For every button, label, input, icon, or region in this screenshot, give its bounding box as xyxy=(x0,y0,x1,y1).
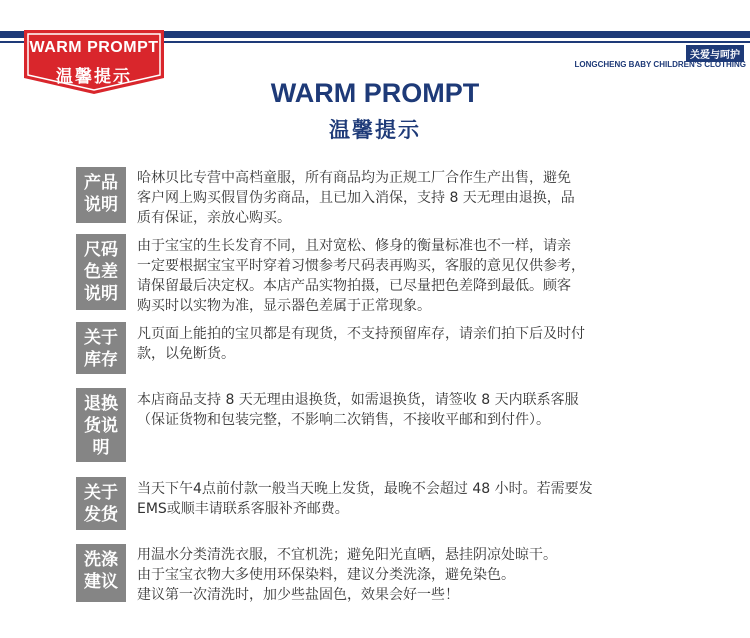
section-text-shipping: 当天下午4点前付款一般当天晚上发货，最晚不会超过 48 小时。若需要发 EMS或顺丰请联系客服补齐邮费。 xyxy=(137,481,593,517)
page-title-en: WARM PROMPT xyxy=(270,78,480,108)
section-text-return: 本店商品支持 8 天无理由退换货，如需退换货，请签收 8 天内联系客服 （保证货物和包装完整，不影响二次销售，不接收平邮和到付件）。 xyxy=(137,392,579,428)
section-text-size: 由于宝宝的生长发育不同，且对宽松、修身的衡量标准也不一样，请亲 一定要根据宝宝平时穿着习惯参考尺码表再购买，客服的意见仅供参考， 请保留最后决定权。本店产品实物拍摄，已尽量把色差降到最低。顾客 购买时以实物为准，显示器色差属于正常现象。 xyxy=(137,238,585,314)
section-label-product: 产品 说明 xyxy=(76,167,126,223)
badge-title-en: WARM PROMPT xyxy=(29,39,159,56)
section-text-washing: 用温水分类清洗衣服，不宜机洗；避免阳光直晒，悬挂阴凉处晾干。 由于宝宝衣物大多使用环保染料，建议分类洗涤，避免染色。 建议第一次清洗时，加少些盐固色，效果会好一些！ xyxy=(137,547,557,603)
brand-name: LONGCHENG BABY CHILDREN'S CLOTHING xyxy=(574,60,746,69)
section-text-stock: 凡页面上能拍的宝贝都是有现货，不支持预留库存，请亲们拍下后及时付 款，以免断货。 xyxy=(137,326,585,362)
section-label-washing: 洗涤 建议 xyxy=(76,544,126,602)
section-label-stock: 关于 库存 xyxy=(76,322,126,374)
section-text-product: 哈林贝比专营中高档童服，所有商品均为正规工厂合作生产出售，避免 客户网上购买假冒伪劣商品，且已加入消保，支持 8 天无理由退换，品 质有保证，亲放心购买。 xyxy=(137,170,575,226)
brand-slogan: 关爱与呵护 xyxy=(686,45,744,62)
section-label-return: 退换 货说 明 xyxy=(76,388,126,462)
section-label-size: 尺码 色差 说明 xyxy=(76,234,126,310)
section-label-shipping: 关于 发货 xyxy=(76,477,126,530)
page-title-cn: 温馨提示 xyxy=(329,118,421,142)
badge-title-cn: 温馨提示 xyxy=(56,67,132,87)
